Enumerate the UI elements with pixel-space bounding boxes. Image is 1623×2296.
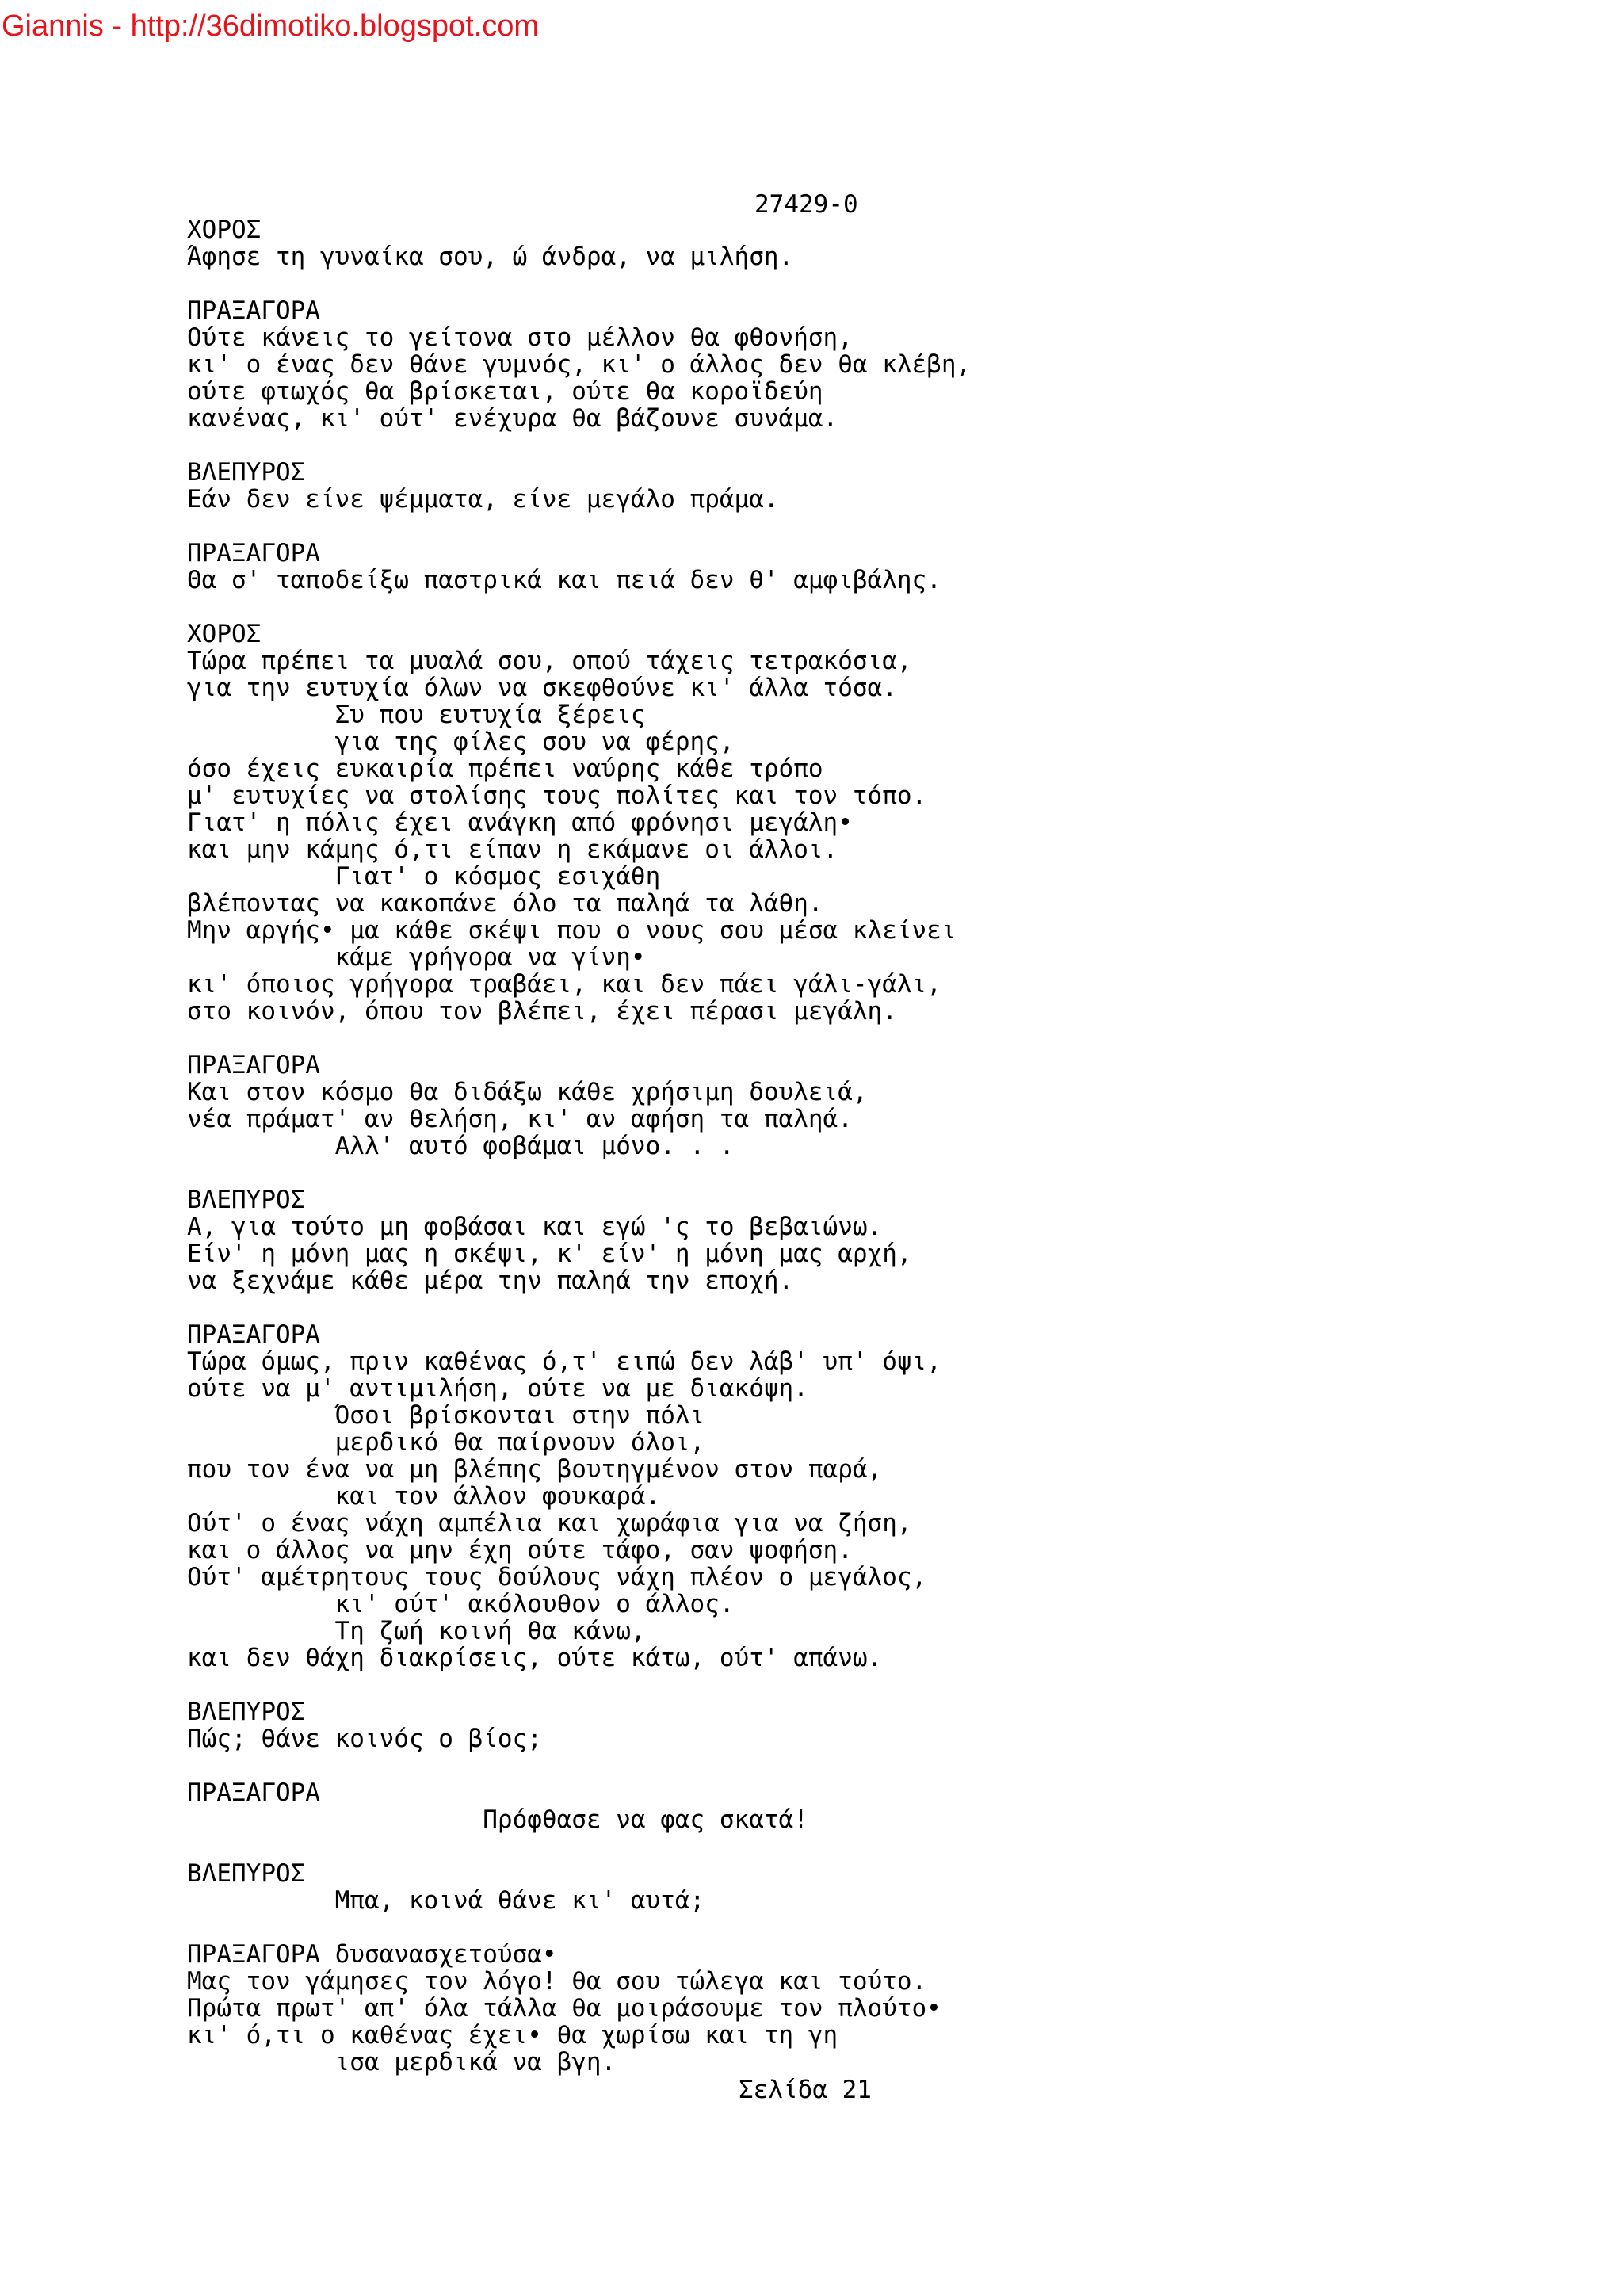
verse-line: Μπα, κοινά θάνε κι' αυτά; bbox=[187, 1886, 705, 1915]
verse-line: ούτε να μ' αντιμιλήση, ούτε να με διακόψη. bbox=[187, 1374, 808, 1403]
verse-line: να ξεχνάμε κάθε μέρα την παληά την εποχή. bbox=[187, 1266, 794, 1295]
dialogue-block bbox=[187, 297, 971, 432]
verse-line: Μην αργής• μα κάθε σκέψι που ο νους σου μέσα κλείνει bbox=[187, 916, 957, 945]
dialogue-block bbox=[187, 1186, 971, 1294]
speaker-name: ΒΛΕΠΥΡΟΣ bbox=[187, 458, 306, 487]
page-number: Σελίδα 21 bbox=[739, 2076, 872, 2104]
verse-line: που τον ένα να μη βλέπης βουτηγμένον στον παρά, bbox=[187, 1455, 883, 1484]
verse-line: στο κοινόν, όπου τον βλέπει, έχει πέρασι μεγάλη. bbox=[187, 997, 897, 1026]
verse-line: Πώς; θάνε κοινός ο βίος; bbox=[187, 1725, 542, 1753]
verse-line: Συ που ευτυχία ξέρεις bbox=[187, 701, 646, 729]
verse-line: κι' ο ένας δεν θάνε γυμνός, κι' ο άλλος δεν θα κλέβη, bbox=[187, 350, 972, 379]
verse-line: κι' ό,τι ο καθένας έχει• θα χωρίσω και τη γη bbox=[187, 2021, 838, 2050]
verse-line: Πρόφθασε να φας σκατά! bbox=[187, 1805, 808, 1834]
verse-line: ούτε φτωχός θα βρίσκεται, ούτε θα κοροϊδεύη bbox=[187, 377, 823, 406]
verse-line: Εάν δεν είνε ψέμματα, είνε μεγάλο πράμα. bbox=[187, 485, 779, 514]
verse-line: κι' όποιος γρήγορα τραβάει, και δεν πάει γάλι-γάλι, bbox=[187, 970, 941, 999]
speaker-name: ΠΡΑΞΑΓΟΡΑ bbox=[187, 1051, 320, 1079]
dialogue-block bbox=[187, 1698, 971, 1752]
verse-line: και τον άλλον φουκαρά. bbox=[187, 1482, 661, 1511]
dialogue-block bbox=[187, 1860, 971, 1914]
play-script bbox=[187, 216, 971, 2103]
dialogue-block bbox=[187, 216, 971, 270]
verse-line: Μας τον γάμησες τον λόγο! θα σου τώλεγα και τούτο. bbox=[187, 1967, 927, 1996]
speaker-name: ΒΛΕΠΥΡΟΣ bbox=[187, 1859, 306, 1888]
verse-line: και μην κάμης ό,τι είπαν η εκάμανε οι άλλοι. bbox=[187, 835, 838, 864]
verse-line: νέα πράματ' αν θελήση, κι' αν αφήση τα παληά. bbox=[187, 1105, 853, 1133]
verse-line: μ' ευτυχίες να στολίσης τους πολίτες και τον τόπο. bbox=[187, 781, 927, 810]
verse-line: Ούτ' ο ένας νάχη αμπέλια και χωράφια για να ζήση, bbox=[187, 1509, 912, 1538]
verse-line: ισα μερδικά να βγη. bbox=[187, 2048, 617, 2076]
verse-line: κάμε γρήγορα να γίνη• bbox=[187, 943, 646, 972]
verse-line: Θα σ' ταποδείξω παστρικά και πειά δεν θ' αμφιβάλης. bbox=[187, 566, 941, 594]
verse-line: Ούτ' αμέτρητους τους δούλους νάχη πλέον ο μεγάλος, bbox=[187, 1563, 927, 1591]
verse-line: Ούτε κάνεις το γείτονα στο μέλλον θα φθονήση, bbox=[187, 323, 853, 352]
verse-line: και δεν θάχη διακρίσεις, ούτε κάτω, ούτ' απάνω. bbox=[187, 1644, 883, 1672]
speaker-name: ΧΟΡΟΣ bbox=[187, 216, 262, 244]
verse-line: Άφησε τη γυναίκα σου, ώ άνδρα, να μιλήση. bbox=[187, 243, 794, 271]
verse-line: μερδικό θα παίρνουν όλοι, bbox=[187, 1428, 705, 1457]
speaker-name: ΠΡΑΞΑΓΟΡΑ bbox=[187, 1778, 320, 1807]
dialogue-block bbox=[187, 621, 971, 1025]
verse-line: Γιατ' ο κόσμος εσιχάθη bbox=[187, 862, 661, 891]
dialogue-block bbox=[187, 1321, 971, 1671]
verse-line: Τώρα όμως, πριν καθένας ό,τ' ειπώ δεν λάβ' υπ' όψι, bbox=[187, 1347, 941, 1376]
verse-line: Είν' η μόνη μας η σκέψι, κ' είν' η μόνη μας αρχή, bbox=[187, 1240, 912, 1268]
verse-line: Α, για τούτο μη φοβάσαι και εγώ 'ς το βεβαιώνω. bbox=[187, 1213, 883, 1241]
speaker-name: ΠΡΑΞΑΓΟΡΑ δυσανασχετούσα• bbox=[187, 1940, 557, 1969]
speaker-name: ΒΛΕΠΥΡΟΣ bbox=[187, 1186, 306, 1214]
verse-line: και ο άλλος να μην έχη ούτε τάφο, σαν ψοφήση. bbox=[187, 1536, 853, 1564]
blog-header-link[interactable]: Giannis - http://36dimotiko.blogspot.com bbox=[2, 10, 540, 43]
verse-line: για την ευτυχία όλων να σκεφθούνε κι' άλλα τόσα. bbox=[187, 674, 897, 702]
verse-line: Τη ζωή κοινή θα κάνω, bbox=[187, 1617, 646, 1645]
dialogue-block bbox=[187, 540, 971, 594]
verse-line: Τώρα πρέπει τα μυαλά σου, οπού τάχεις τετρακόσια, bbox=[187, 647, 912, 675]
verse-line: Όσοι βρίσκονται στην πόλι bbox=[187, 1401, 705, 1430]
dialogue-block bbox=[187, 1779, 971, 1833]
verse-line: κι' ούτ' ακόλουθον ο άλλος. bbox=[187, 1590, 735, 1618]
speaker-name: ΠΡΑΞΑΓΟΡΑ bbox=[187, 296, 320, 325]
speaker-name: ΠΡΑΞΑΓΟΡΑ bbox=[187, 539, 320, 567]
verse-line: Αλλ' αυτό φοβάμαι μόνο. . . bbox=[187, 1132, 735, 1160]
dialogue-block bbox=[187, 1941, 971, 2076]
speaker-name: ΒΛΕΠΥΡΟΣ bbox=[187, 1698, 306, 1726]
speaker-name: ΠΡΑΞΑΓΟΡΑ bbox=[187, 1320, 320, 1349]
speaker-name: ΧΟΡΟΣ bbox=[187, 620, 262, 648]
dialogue-block bbox=[187, 459, 971, 513]
verse-line: βλέποντας να κακοπάνε όλο τα παληά τα λάθη. bbox=[187, 889, 823, 918]
verse-line: για της φίλες σου να φέρης, bbox=[187, 728, 735, 756]
verse-line: Γιατ' η πόλις έχει ανάγκη από φρόνησι μεγάλη• bbox=[187, 808, 853, 837]
verse-line: Πρώτα πρωτ' απ' όλα τάλλα θα μοιράσουμε τον πλούτο• bbox=[187, 1994, 941, 2023]
verse-line: κανένας, κι' ούτ' ενέχυρα θα βάζουνε συνάμα. bbox=[187, 404, 838, 433]
verse-line: όσο έχεις ευκαιρία πρέπει ναύρης κάθε τρόπο bbox=[187, 755, 823, 783]
verse-line: Και στον κόσμο θα διδάξω κάθε χρήσιμη δουλειά, bbox=[187, 1078, 868, 1106]
dialogue-block bbox=[187, 1052, 971, 1159]
document-id: 27429-0 bbox=[754, 190, 858, 219]
